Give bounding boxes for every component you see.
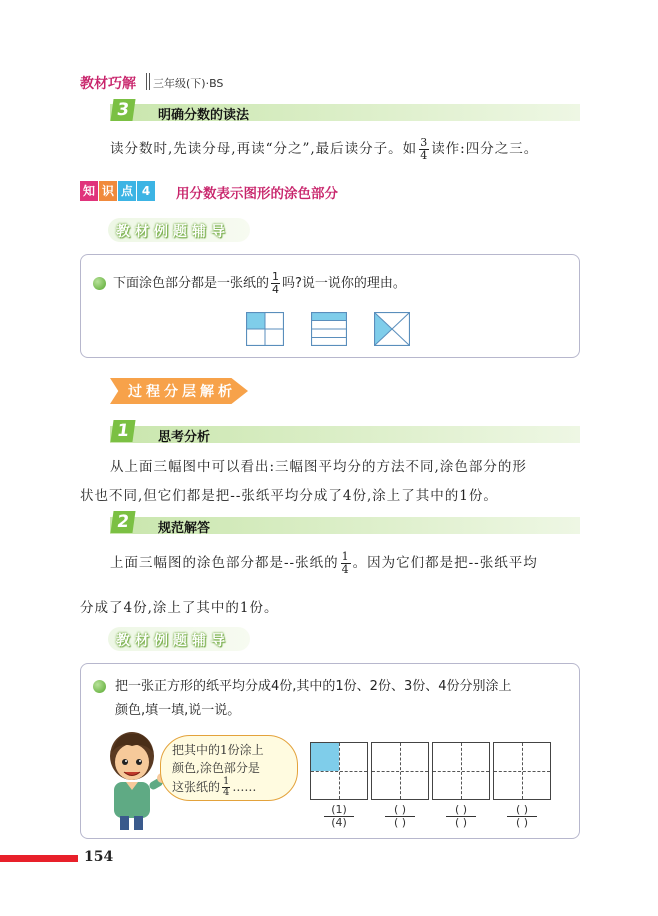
step-2-line-1: 上面三幅图的涂色部分都是--张纸的 $\frac{1}{4}$ 。因为它们都是把--张纸平均 (110, 550, 538, 576)
step-1-line-2: 状也不同,但它们都是把--张纸平均分成了4份,涂上了其中的1份。 (80, 488, 498, 504)
section-3-text: 读分数时,先读分母,再读“分之”,最后读分子。如 $\frac{3}{4}$ 读作:四分之三。 (110, 136, 539, 162)
square-one-part-shaded (310, 742, 368, 800)
knowledge-point-title: 用分数表示图形的涂色部分 (176, 186, 338, 202)
square-three-parts (432, 742, 490, 800)
answer-label-2[interactable]: ( ) ( ) (385, 804, 415, 829)
figure-striped-rectangle (311, 312, 347, 346)
answer-label-1: (1) (4) (324, 804, 354, 829)
book-brand: 教材巧解 (80, 76, 136, 92)
knowledge-point-tag (80, 181, 156, 201)
example-2-line-1: 把一张正方形的纸平均分成4份,其中的1份、2份、3份、4份分别涂上 (115, 679, 512, 694)
fraction-three-quarters: $\frac{3}{4}$ (420, 136, 429, 162)
kp-char: 识 (99, 181, 117, 201)
bullet-dot-icon (93, 277, 106, 290)
step-1-number: 1 (110, 420, 135, 442)
bullet-dot-icon (93, 680, 106, 693)
square-two-parts (371, 742, 429, 800)
fraction-one-quarter: $\frac{1}{4}$ (223, 776, 230, 798)
figure-diagonal-square (374, 312, 410, 346)
fraction-one-quarter: $\frac{1}{4}$ (341, 550, 350, 576)
kp-char: 知 (80, 181, 98, 201)
step-2-number: 2 (110, 511, 135, 533)
square-four-parts (493, 742, 551, 800)
step-1-line-1: 从上面三幅图中可以看出:三幅图平均分的方法不同,涂色部分的形 (110, 459, 527, 475)
example-1-question: 下面涂色部分都是一张纸的 $\frac{1}{4}$ 吗?说一说你的理由。 (113, 270, 406, 296)
answer-label-3[interactable]: ( ) ( ) (446, 804, 476, 829)
step-1-title: 思考分析 (158, 430, 211, 445)
book-grade: 三年级(下)·BS (153, 77, 224, 90)
kp-char: 点 (118, 181, 136, 201)
process-analysis-label: 过程分层解析 (128, 384, 236, 400)
example-guide-label-1: 教材例题辅导 (116, 224, 230, 240)
speech-bubble-text: 把其中的1份涂上 颜色,涂色部分是 这张纸的 $\frac{1}{4}$ …… (172, 743, 264, 798)
step-2-title: 规范解答 (158, 521, 211, 536)
boy-cartoon-icon (98, 722, 170, 834)
figure-quartered-square (246, 312, 284, 346)
example-guide-label-2: 教材例题辅导 (116, 633, 230, 649)
header-divider (146, 73, 150, 90)
step-2-line-2: 分成了4份,涂上了其中的1份。 (80, 600, 279, 616)
fraction-one-quarter: $\frac{1}{4}$ (272, 270, 280, 296)
section-3-title: 明确分数的读法 (158, 108, 250, 123)
section-3-number: 3 (110, 99, 135, 121)
answer-label-4[interactable]: ( ) ( ) (507, 804, 537, 829)
footer-red-bar (0, 855, 78, 862)
page-number: 154 (84, 849, 114, 865)
example-2-line-2: 颜色,填一填,说一说。 (115, 703, 241, 718)
kp-char: 4 (137, 181, 155, 201)
